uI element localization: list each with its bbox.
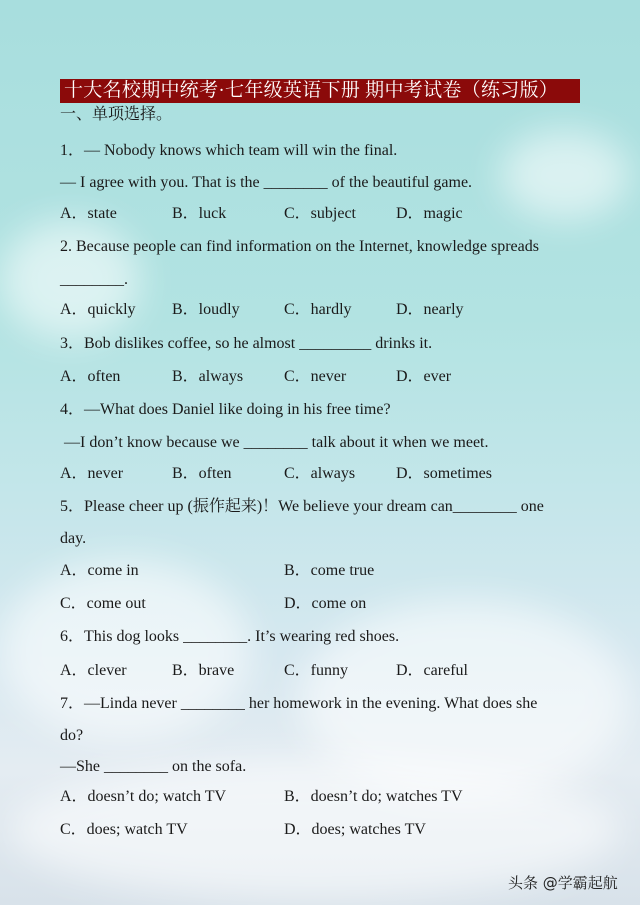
option-1c: C．subject — [284, 205, 356, 222]
question-7-cont: do? — [60, 727, 84, 744]
watermark: 头条 @学霸起航 — [508, 874, 618, 892]
question-1-reply: — I agree with you. That is the ________ of the beautiful game. — [60, 174, 473, 191]
option-7d: D．does; watches TV — [284, 821, 426, 838]
question-5-cont: day. — [60, 530, 87, 547]
option-7c: C．does; watch TV — [60, 821, 188, 838]
option-3d: D．ever — [396, 368, 452, 385]
option-2b: B．loudly — [172, 301, 240, 318]
question-7: 7．—Linda never ________ her homework in the evening. What does she — [60, 695, 538, 712]
question-7-reply: —She ________ on the sofa. — [60, 758, 247, 775]
background-cloud — [500, 130, 630, 220]
option-5b: B．come true — [284, 562, 375, 579]
option-7a: A．doesn’t do; watch TV — [60, 788, 227, 805]
question-6: 6．This dog looks ________. It’s wearing red shoes. — [60, 628, 400, 645]
option-6c: C．funny — [284, 662, 349, 679]
document-title: 十大名校期中统考·七年级英语下册 期中考试卷（练习版） — [60, 79, 580, 103]
question-3: 3．Bob dislikes coffee, so he almost _________ drinks it. — [60, 335, 433, 352]
question-4-reply: —I don’t know because we ________ talk about it when we meet. — [64, 434, 489, 451]
question-5: 5．Please cheer up (振作起来)！We believe your dream can________ one — [60, 498, 544, 515]
option-3b: B．always — [172, 368, 244, 385]
option-6a: A．clever — [60, 662, 127, 679]
option-1b: B．luck — [172, 205, 227, 222]
option-4d: D．sometimes — [396, 465, 492, 482]
option-2d: D．nearly — [396, 301, 464, 318]
option-5a: A．come in — [60, 562, 139, 579]
section-heading: 一、单项选择。 — [60, 106, 173, 123]
option-3a: A．often — [60, 368, 121, 385]
option-6b: B．brave — [172, 662, 235, 679]
question-2: 2. Because people can find information on the Internet, knowledge spreads — [60, 238, 539, 255]
option-4a: A．never — [60, 465, 124, 482]
option-2c: C．hardly — [284, 301, 352, 318]
question-4: 4．—What does Daniel like doing in his free time? — [60, 401, 391, 418]
option-4b: B．often — [172, 465, 232, 482]
option-5d: D．come on — [284, 595, 367, 612]
option-3c: C．never — [284, 368, 347, 385]
option-2a: A．quickly — [60, 301, 136, 318]
option-5c: C．come out — [60, 595, 146, 612]
question-2-cont: ________. — [60, 271, 128, 288]
question-1: 1．— Nobody knows which team will win the final. — [60, 142, 398, 159]
option-6d: D．careful — [396, 662, 468, 679]
option-1d: D．magic — [396, 205, 463, 222]
option-4c: C．always — [284, 465, 356, 482]
option-7b: B．doesn’t do; watches TV — [284, 788, 463, 805]
option-1a: A．state — [60, 205, 117, 222]
